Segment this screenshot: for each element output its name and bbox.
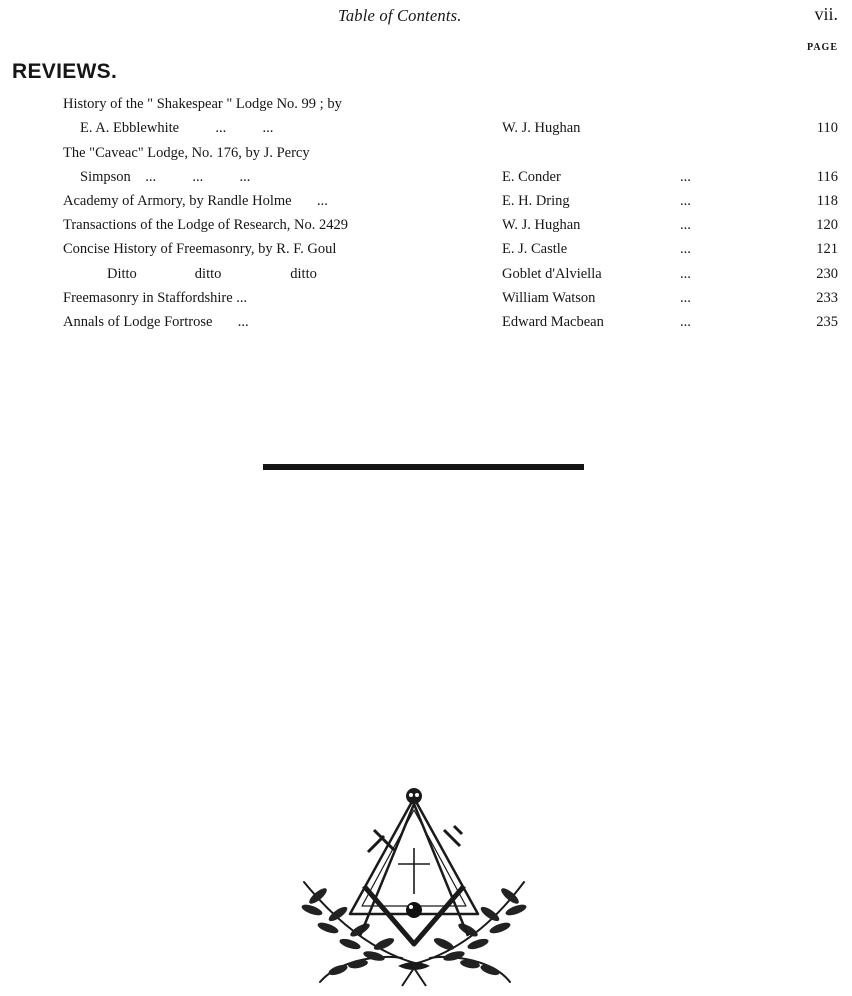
entry-page: 118 (816, 193, 838, 209)
entry-reviewer: William Watson (502, 290, 596, 306)
section-heading: REVIEWS. (12, 60, 118, 83)
entry-reviewer: Edward Macbean (502, 314, 604, 330)
entry-reviewer: W. J. Hughan (502, 120, 581, 136)
entry-title-line: Transactions of the Lodge of Research, No. 2429 (63, 217, 348, 233)
entry-leader: ... (680, 193, 691, 209)
entry-page: 230 (816, 266, 838, 282)
entry-reviewer: E. Conder (502, 169, 561, 185)
entry-title-line: Annals of Lodge Fortrose ... (63, 314, 249, 330)
entry-leader: ... (680, 290, 691, 306)
page-column-label: PAGE (806, 42, 838, 53)
entry-leader: ... (680, 241, 691, 257)
entry-page: 235 (816, 314, 838, 330)
entry-reviewer: W. J. Hughan (502, 217, 581, 233)
entry-leader: ... (680, 217, 691, 233)
entry-leader: ... (680, 169, 691, 185)
entry-reviewer: E. H. Dring (502, 193, 570, 209)
entry-title-line: Concise History of Freemasonry, by R. F. Goul (63, 241, 337, 257)
entry-page: 120 (816, 217, 838, 233)
section-divider-rule (263, 464, 584, 470)
entry-title-line: Simpson ... ... ... (80, 169, 251, 185)
entry-leader: ... (680, 266, 691, 282)
entry-title-line: E. A. Ebblewhite ... ... (80, 120, 274, 136)
entry-page: 121 (816, 241, 838, 257)
entry-title-line: Ditto ditto ditto (107, 266, 317, 282)
running-title: Table of Contents. (338, 6, 462, 25)
masonic-square-and-compasses-emblem-icon (298, 786, 530, 990)
entry-title-line: The "Caveac" Lodge, No. 176, by J. Percy (63, 145, 310, 161)
entry-reviewer: E. J. Castle (502, 241, 568, 257)
folio-number: vii. (814, 4, 838, 24)
entry-reviewer: Goblet d'Alviella (502, 266, 602, 282)
entry-page: 110 (816, 120, 838, 136)
entry-page: 233 (816, 290, 838, 306)
entry-title-line: History of the " Shakespear " Lodge No. 99 ; by (63, 96, 342, 112)
entry-page: 116 (816, 169, 838, 185)
entry-leader: ... (680, 314, 691, 330)
entry-title-line: Freemasonry in Staffordshire ... (63, 290, 248, 306)
entry-title-line: Academy of Armory, by Randle Holme ... (63, 193, 328, 209)
